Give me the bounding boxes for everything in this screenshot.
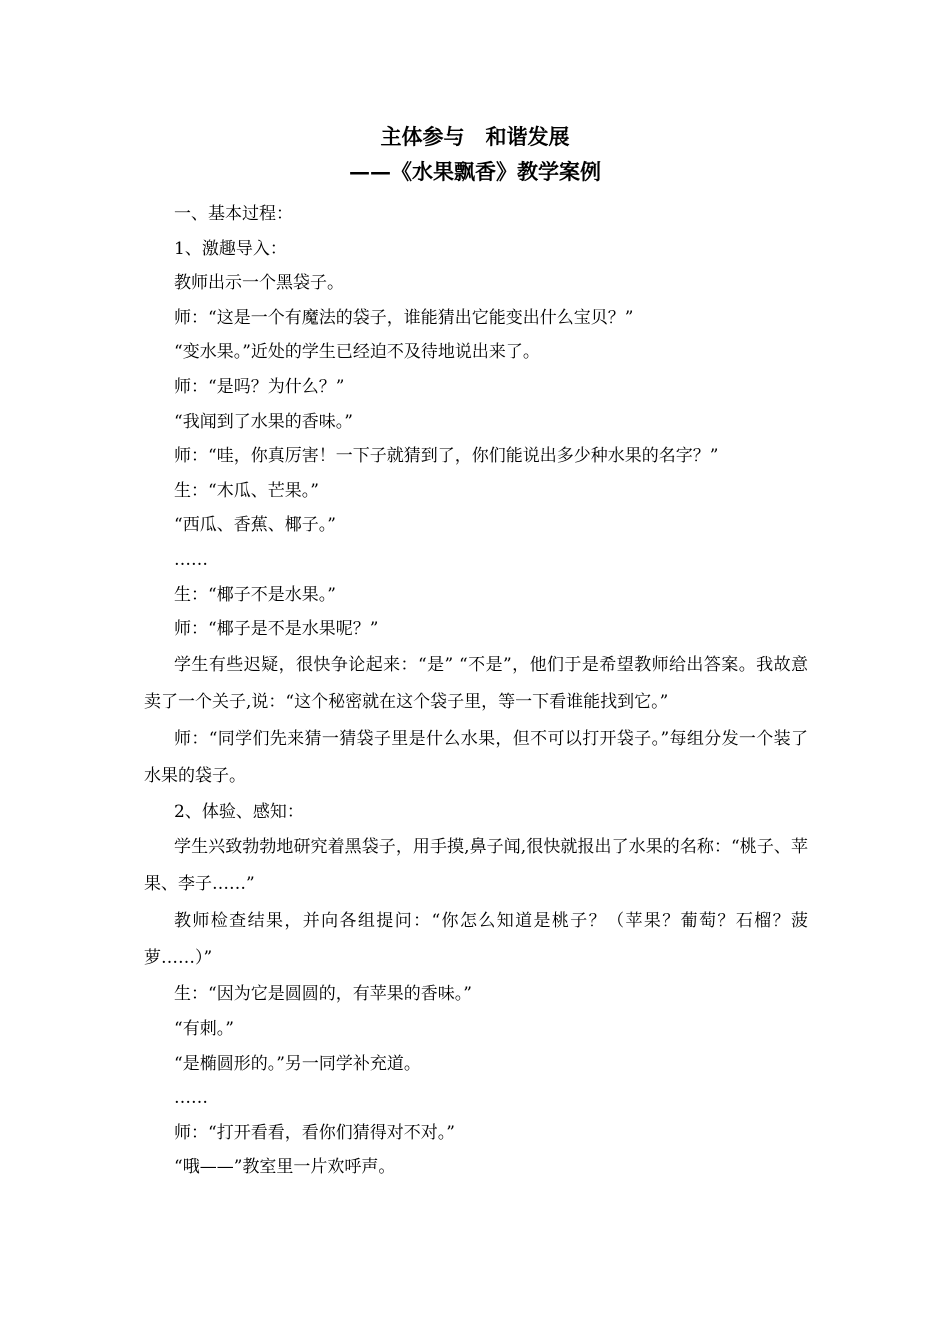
paragraph: 师：“这是一个有魔法的袋子，谁能猜出它能变出什么宝贝？” [174, 307, 634, 328]
paragraph: 学生兴致勃勃地研究着黑袋子，用手摸,鼻子闻,很快就报出了水果的名称：“桃子、苹果、李子……” [144, 837, 808, 895]
paragraph: 师：“同学们先来猜一猜袋子里是什么水果，但不可以打开袋子。”每组分发一个装了水果的袋子。 [144, 728, 808, 786]
paragraph: “西瓜、香蕉、椰子。” [174, 515, 336, 536]
section-heading: 一、基本过程： [174, 204, 293, 224]
paragraph: “变水果。”近处的学生已经迫不及待地说出来了。 [174, 342, 540, 363]
paragraph: 生：“椰子不是水果。” [174, 584, 336, 605]
paragraph: “有刺。” [174, 1018, 234, 1039]
ellipsis: …… [174, 549, 208, 570]
document-body [144, 197, 808, 1185]
paragraph: “是椭圆形的。”另一同学补充道。 [174, 1053, 421, 1074]
paragraph: 师：“打开看看，看你们猜得对不对。” [174, 1122, 455, 1143]
subsection-heading: 1、激趣导入： [174, 238, 287, 259]
paragraph: 师：“哇，你真厉害！一下子就猜到了，你们能说出多少种水果的名字？” [174, 446, 719, 467]
paragraph: 师：“椰子是不是水果呢？” [174, 619, 379, 640]
subsection-heading: 2、体验、感知： [174, 801, 304, 822]
ellipsis: …… [174, 1088, 208, 1109]
paragraph: 教师出示一个黑袋子。 [174, 273, 344, 294]
paragraph: 生：“因为它是圆圆的，有苹果的香味。” [174, 984, 472, 1005]
document-title: 主体参与 和谐发展 [380, 124, 570, 149]
paragraph: “哦——”教室里一片欢呼声。 [174, 1157, 396, 1178]
paragraph: 教师检查结果，并向各组提问：“你怎么知道是桃子？（苹果？葡萄？石榴？菠萝……）” [144, 911, 808, 969]
paragraph: 生：“木瓜、芒果。” [174, 480, 319, 501]
paragraph: 师：“是吗？为什么？” [174, 376, 345, 397]
paragraph: “我闻到了水果的香味。” [174, 411, 353, 432]
paragraph: 学生有些迟疑，很快争论起来：“是” “不是”，他们于是希望教师给出答案。我故意卖了一个关子,说：“这个秘密就在这个袋子里，等一下看谁能找到它。” [144, 654, 808, 712]
document-subtitle: ——《水果飘香》教学案例 [349, 159, 601, 184]
